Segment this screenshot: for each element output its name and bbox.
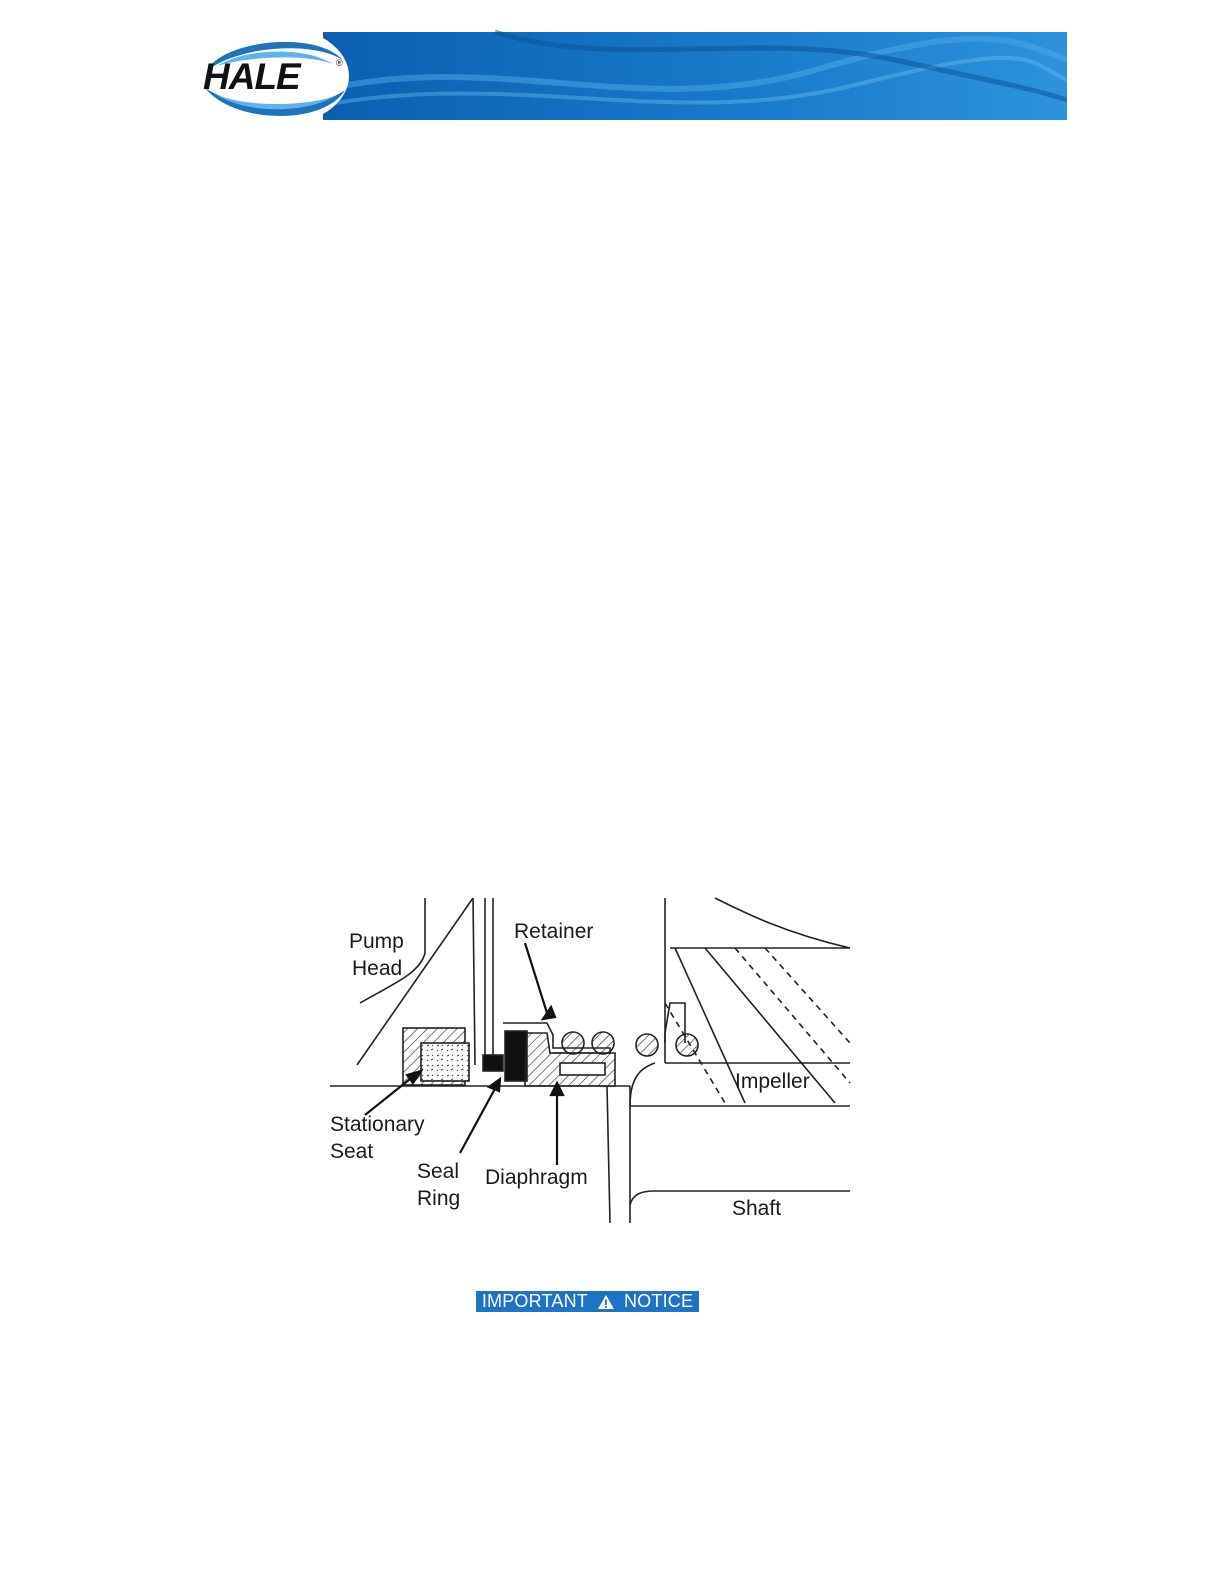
important-notice-banner (476, 1291, 699, 1312)
label-line: Ring (417, 1187, 461, 1210)
label-impeller: Impeller (735, 1070, 810, 1093)
label-line: Seat (330, 1140, 374, 1163)
notice-left-text: IMPORTANT (481, 1291, 588, 1311)
logo (203, 56, 343, 98)
notice-right-text: NOTICE (623, 1291, 694, 1311)
warning-triangle-icon (597, 1294, 615, 1310)
label-retainer: Retainer (514, 920, 594, 943)
logo-text: HALE (203, 56, 300, 97)
label-line: Seal (417, 1160, 460, 1183)
header-banner (195, 30, 1067, 122)
label-line: Stationary (330, 1113, 425, 1136)
label-pump-head (349, 928, 404, 982)
label-line: Pump (349, 930, 404, 953)
label-stationary-seat (330, 1111, 425, 1165)
label-diaphragm: Diaphragm (485, 1166, 588, 1189)
seal-cross-section-diagram (325, 893, 855, 1228)
label-seal-ring (417, 1158, 460, 1212)
label-line: Head (352, 957, 403, 980)
registered-mark: ® (336, 58, 343, 68)
label-shaft: Shaft (732, 1197, 782, 1220)
header-band (323, 32, 1067, 120)
